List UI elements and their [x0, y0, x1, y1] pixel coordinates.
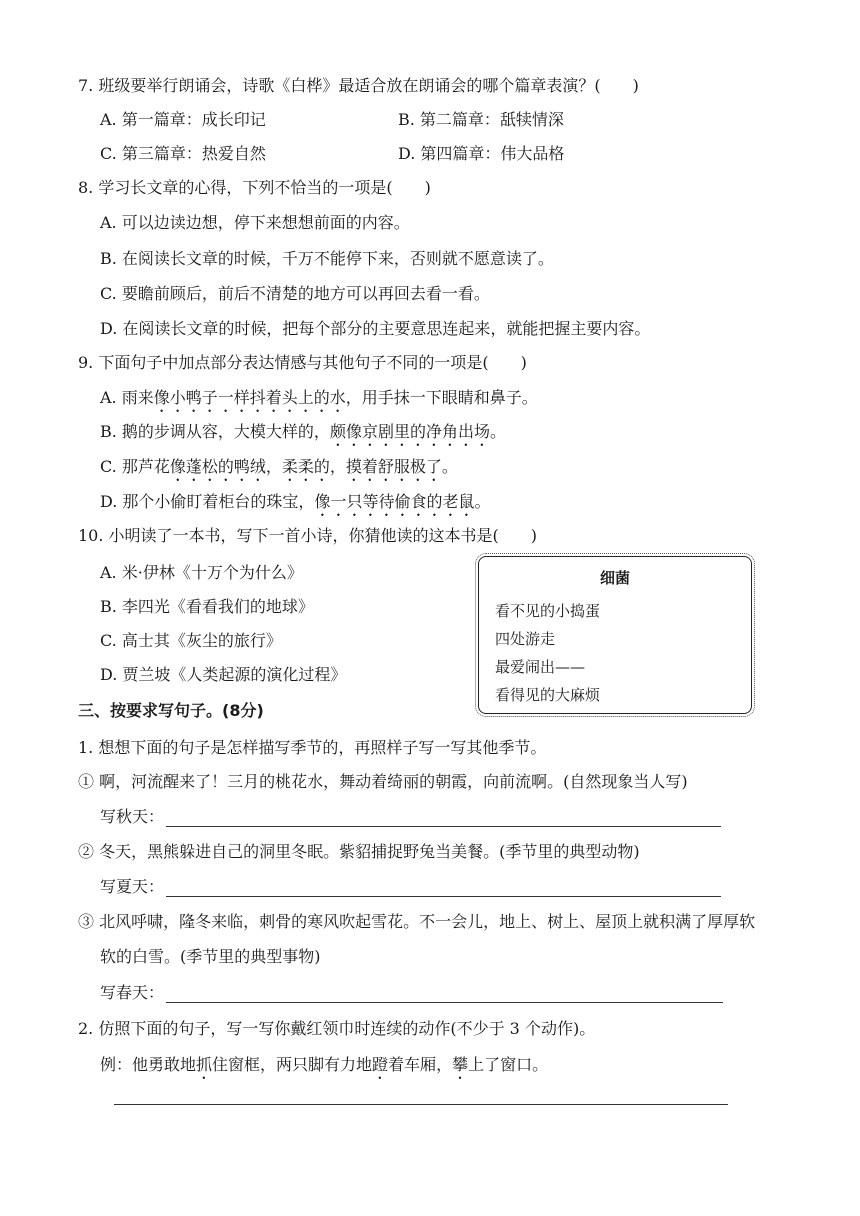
q9-c-dotted-phrase-1: 像蓬松的鸭绒	[169, 457, 266, 476]
example-suffix: 上了窗口。	[468, 1055, 549, 1074]
example-dotted-verb-1: 抓	[196, 1055, 213, 1074]
s3-q2-example	[100, 1054, 548, 1083]
q9-option-b	[100, 421, 506, 450]
q9-c-dotted-phrase-2: 柔柔的，摸着舒服极了	[281, 457, 442, 476]
example-dotted-verb-3: 攀	[452, 1055, 469, 1074]
answer-line-spring[interactable]	[166, 1002, 723, 1003]
q9-c-prefix: C. 那芦花	[100, 457, 170, 476]
answer-line-red-scarf[interactable]	[114, 1104, 728, 1105]
poem-title: 细菌	[599, 569, 630, 587]
s3-q1-item-3-line-1: ③ 北风呼啸，隆冬来临，刺骨的寒风吹起雪花。不一会儿，地上、树上、屋顶上就积满了厚厚软	[78, 912, 756, 931]
s3-q2-stem: 2. 仿照下面的句子，写一写你戴红领巾时连续的动作(不少于 3 个动作)。	[78, 1019, 596, 1038]
q9-option-d	[100, 491, 490, 520]
q8-stem: 8. 学习长文章的心得，下列不恰当的一项是( )	[78, 178, 431, 197]
s3-q1-item-1: ① 啊，河流醒来了！三月的桃花水，舞动着绮丽的朝霞，向前流啊。(自然现象当人写)	[78, 772, 688, 791]
q8-option-d: D. 在阅读长文章的时候，把每个部分的主要意思连起来，就能把握主要内容。	[100, 319, 651, 338]
q7-option-b: B. 第二篇章：舐犊情深	[398, 110, 564, 129]
q10-option-b: B. 李四光《看看我们的地球》	[100, 597, 314, 616]
q10-option-d: D. 贾兰坡《人类起源的演化过程》	[100, 665, 347, 684]
q8-option-c: C. 要瞻前顾后，前后不清楚的地方可以再回去看一看。	[100, 284, 490, 303]
answer-line-autumn[interactable]	[166, 826, 721, 827]
q9-c-middle: ，	[265, 457, 282, 476]
q8-option-b: B. 在阅读长文章的时候，千万不能停下来，否则就不愿意读了。	[100, 249, 554, 268]
q9-d-prefix: D. 那个小偷盯着柜台的珠宝，	[100, 492, 315, 511]
s3-q1-item-3-label: 写春天：	[100, 983, 165, 1002]
q7-option-d: D. 第四篇章：伟大品格	[398, 144, 565, 163]
s3-q1-item-2-label: 写夏天：	[100, 877, 165, 896]
q7-option-a: A. 第一篇章：成长印记	[100, 110, 266, 129]
example-prefix: 例：他勇敢地	[100, 1055, 197, 1074]
poem-line: 看得见的大麻烦	[495, 686, 601, 704]
s3-q1-item-1-label: 写秋天：	[100, 807, 165, 826]
answer-line-summer[interactable]	[166, 896, 721, 897]
section-3-title: 三、按要求写句子。(8分)	[78, 701, 264, 720]
q9-option-a	[100, 387, 538, 416]
poem-line: 最爱闹出——	[495, 658, 586, 676]
s3-q1-item-2: ② 冬天，黑熊躲进自己的洞里冬眠。紫貂捕捉野兔当美餐。(季节里的典型动物)	[78, 842, 640, 861]
q9-d-dotted-phrase: 像一只等待偷食的老鼠	[314, 492, 475, 511]
q9-a-prefix: A. 雨来	[100, 388, 154, 407]
s3-q1-item-3-line-2: 软的白雪。(季节里的典型事物)	[100, 947, 321, 966]
q8-option-a: A. 可以边读边想，停下来想想前面的内容。	[100, 213, 410, 232]
poem-line: 看不见的小捣蛋	[495, 602, 601, 620]
q10-option-a: A. 米·伊林《十万个为什么》	[100, 563, 303, 582]
q9-b-prefix: B. 鹅的步调从容，大模大样的，	[100, 422, 330, 441]
q9-option-c	[100, 456, 458, 485]
s3-q1-stem: 1. 想想下面的句子是怎样描写季节的，再照样子写一写其他季节。	[78, 738, 547, 757]
q9-b-dotted-phrase: 颇像京剧里的净角出场	[329, 422, 490, 441]
q10-stem: 10. 小明读了一本书，写下一首小诗，你猜他读的这本书是( )	[78, 526, 538, 545]
q9-c-suffix: 。	[441, 457, 458, 476]
q9-b-suffix: 。	[489, 422, 506, 441]
q10-option-c: C. 高士其《灰尘的旅行》	[100, 631, 282, 650]
q7-option-c: C. 第三篇章：热爱自然	[100, 144, 266, 163]
q9-stem: 9. 下面句子中加点部分表达情感与其他句子不同的一项是( )	[78, 353, 527, 372]
q7-stem: 7. 班级要举行朗诵会，诗歌《白桦》最适合放在朗诵会的哪个篇章表演？( )	[78, 76, 639, 95]
example-dotted-verb-2: 蹬	[372, 1055, 389, 1074]
q9-d-suffix: 。	[474, 492, 491, 511]
poem-line: 四处游走	[495, 630, 556, 648]
example-middle-1: 住窗框，两只脚有力地	[212, 1055, 373, 1074]
q9-a-dotted-phrase: 像小鸭子一样抖着头上的水	[153, 388, 346, 407]
example-middle-2: 着车厢，	[388, 1055, 453, 1074]
q9-a-suffix: ，用手抹一下眼睛和鼻子。	[345, 388, 538, 407]
poem-box	[478, 556, 752, 714]
